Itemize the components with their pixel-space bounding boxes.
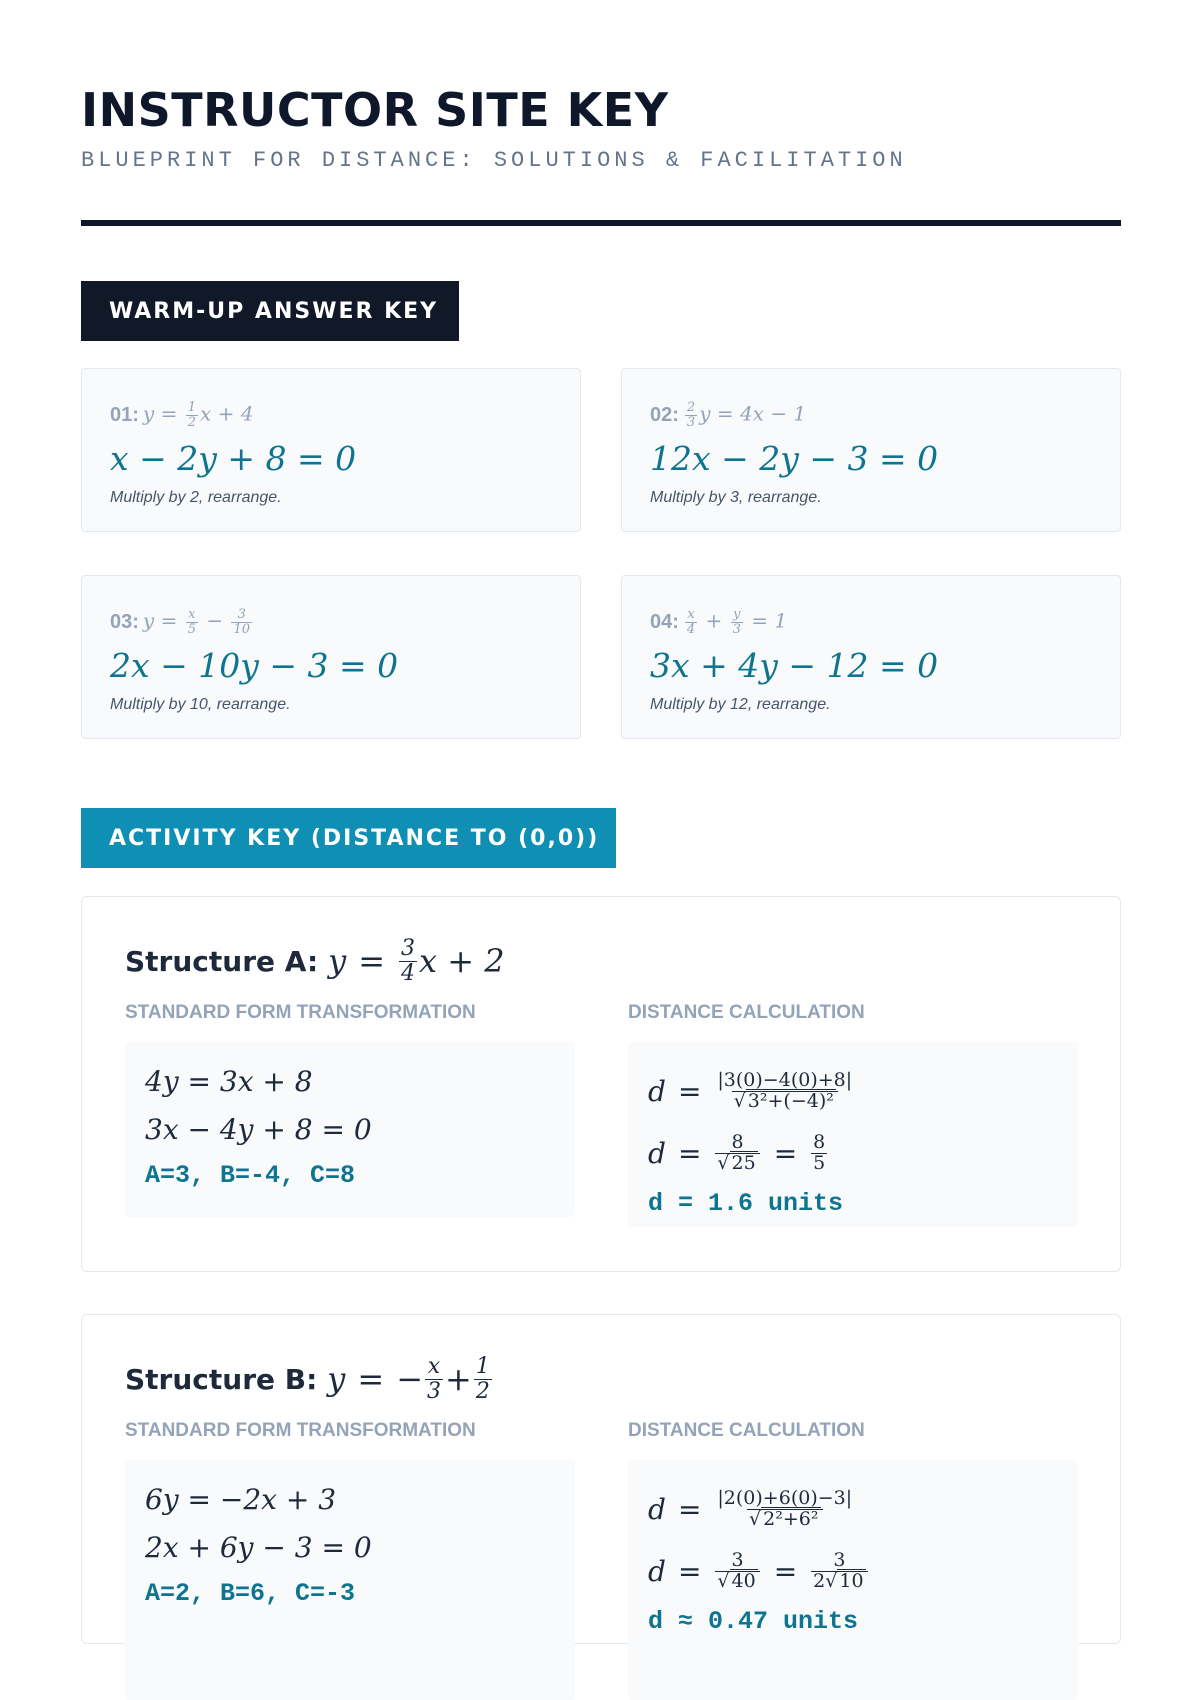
- warmup-item-number: 01:: [110, 403, 139, 426]
- warmup-note: Multiply by 3, rearrange.: [650, 489, 822, 506]
- structure-label: Structure A:: [125, 944, 319, 978]
- warmup-note: Multiply by 12, rearrange.: [650, 696, 831, 713]
- distance-calculation-box: [628, 1042, 1078, 1227]
- structure-b-panel: [81, 1314, 1121, 1644]
- standard-form-label: STANDARD FORM TRANSFORMATION: [125, 1002, 476, 1023]
- warmup-section-heading: WARM-UP ANSWER KEY: [81, 281, 459, 341]
- warmup-given-equation: 02: $\frac{2}{3}$ y = 4x − 1: [650, 399, 807, 430]
- warmup-note: Multiply by 2, rearrange.: [110, 489, 282, 506]
- distance-result: d = 1.6 units: [648, 1189, 844, 1218]
- standard-form-step: 4y = 3x + 8: [145, 1065, 313, 1098]
- warmup-card-01: [81, 368, 581, 532]
- structure-title: [125, 933, 505, 989]
- distance-calculation-box: [628, 1460, 1078, 1700]
- warmup-answer: 12x − 2y − 3 = 0: [650, 439, 939, 478]
- distance-result: d ≈ 0.47 units: [648, 1607, 859, 1636]
- warmup-card-03: [81, 575, 581, 739]
- standard-form-step: 3x − 4y + 8 = 0: [145, 1113, 372, 1146]
- warmup-card-04: [621, 575, 1121, 739]
- standard-form-label: STANDARD FORM TRANSFORMATION: [125, 1420, 476, 1441]
- distance-simplify-step: d = $\frac{8}{√ 25}$ = $\frac{8}{5}$: [648, 1130, 826, 1174]
- structure-a-panel: [81, 896, 1121, 1272]
- distance-formula-step: d = $\frac{|2(0)+6(0)-3|}{\text{√ 2²+6²}}$: [648, 1486, 853, 1530]
- warmup-answer: 2x − 10y − 3 = 0: [110, 646, 399, 685]
- distance-simplify-step: d = $\frac{3}{√ 40}$ = $\frac{3}{2√ 10}$: [648, 1542, 1058, 1600]
- warmup-item-number: 03:: [110, 610, 139, 633]
- header-divider: [81, 220, 1121, 226]
- structure-label: Structure B:: [125, 1362, 318, 1396]
- distance-calculation-label: DISTANCE CALCULATION: [628, 1420, 865, 1441]
- page-title: INSTRUCTOR SITE KEY: [81, 83, 669, 137]
- activity-section-heading: ACTIVITY KEY (DISTANCE TO (0,0)): [81, 808, 616, 868]
- structure-title: [125, 1351, 494, 1407]
- page-subtitle: BLUEPRINT FOR DISTANCE: SOLUTIONS & FACILITATION: [81, 148, 907, 173]
- distance-formula-step: d = $\frac{|3(0)-4(0)+8|}{\text{√ 3²+(−4)²}}$: [648, 1068, 853, 1112]
- coefficients: A=3, B=-4, C=8: [145, 1161, 356, 1190]
- warmup-answer: 3x + 4y − 12 = 0: [650, 646, 939, 685]
- distance-calculation-label: DISTANCE CALCULATION: [628, 1002, 865, 1023]
- standard-form-step: 2x + 6y − 3 = 0: [145, 1531, 372, 1564]
- warmup-given-equation: 03: y = $\frac{x}{5}$ − $\frac{3}{10}$: [110, 606, 250, 637]
- warmup-note: Multiply by 10, rearrange.: [110, 696, 291, 713]
- structure-equation: y = − $\frac{x}{3}$ + $\frac{1}{2}$: [327, 1354, 490, 1404]
- warmup-item-number: 04:: [650, 610, 679, 633]
- structure-equation: y = $\frac{3}{4}$ x + 2: [328, 936, 505, 986]
- warmup-card-02: [621, 368, 1121, 532]
- warmup-item-number: 02:: [650, 403, 679, 426]
- standard-form-box: [125, 1042, 575, 1217]
- standard-form-box: [125, 1460, 575, 1700]
- warmup-answer: x − 2y + 8 = 0: [110, 439, 357, 478]
- warmup-given-equation: 04: $\frac{x}{4}$ + $\frac{y}{3}$ = 1: [650, 606, 788, 637]
- warmup-given-equation: 01: y = $\frac{1}{2}$ x + 4: [110, 399, 254, 430]
- standard-form-step: 6y = −2x + 3: [145, 1483, 337, 1516]
- coefficients: A=2, B=6, C=-3: [145, 1579, 356, 1608]
